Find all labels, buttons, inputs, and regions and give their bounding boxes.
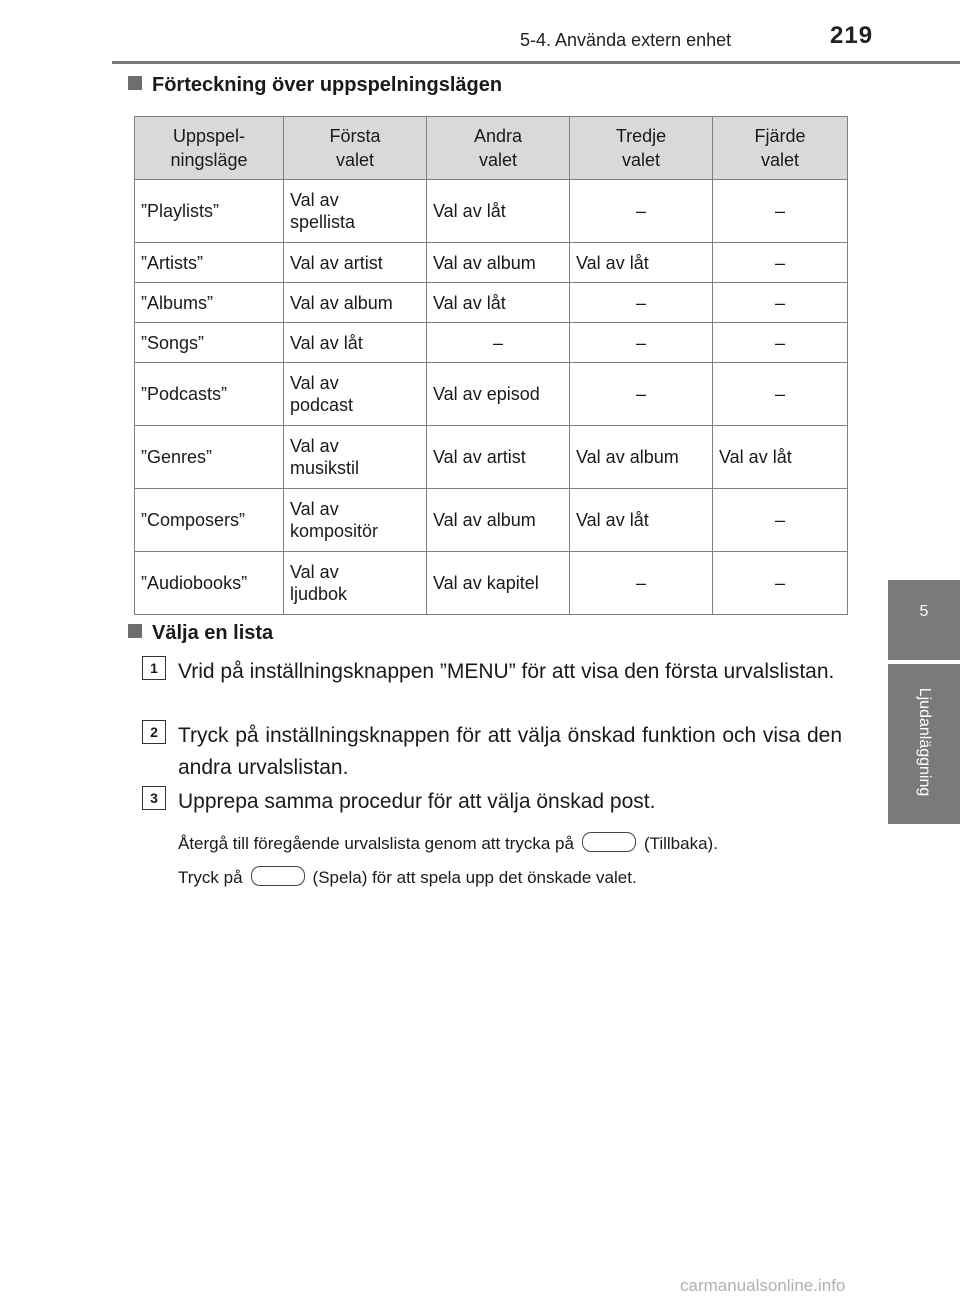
table-cell <box>284 243 427 283</box>
cell-line: ljudbok <box>290 584 348 604</box>
table-cell <box>135 180 284 243</box>
step-number: 3 <box>142 786 166 810</box>
table-cell <box>284 489 427 552</box>
header-line: ningsläge <box>170 150 248 170</box>
table-cell <box>135 552 284 615</box>
cell-line: ”Artists” <box>141 252 203 273</box>
table-cell <box>135 283 284 323</box>
header-line: Tredje <box>615 126 667 146</box>
chapter-tab <box>888 580 960 660</box>
cell-line: – <box>774 332 785 353</box>
header-line: Uppspel- <box>172 126 246 146</box>
cell-line: – <box>774 292 785 313</box>
header-line: valet <box>760 150 800 170</box>
step-number: 2 <box>142 720 166 744</box>
table-cell <box>135 489 284 552</box>
cell-line: Val av album <box>290 292 393 313</box>
table-row <box>135 489 848 552</box>
table-cell <box>284 283 427 323</box>
cell-line: Val av <box>290 499 339 519</box>
cell-line: Val av <box>290 373 339 393</box>
header-line: valet <box>335 150 375 170</box>
square-bullet-icon <box>128 624 142 638</box>
square-bullet-icon <box>128 76 142 90</box>
column-header <box>713 117 848 180</box>
watermark: carmanualsonline.info <box>680 1276 846 1295</box>
cell-line: – <box>774 252 785 273</box>
cell-line: – <box>492 332 503 353</box>
running-header: 5-4. Använda extern enhet <box>520 30 732 50</box>
step-text: Vrid på inställningsknappen ”MENU” för att visa den första urvalslistan. <box>178 660 835 683</box>
table-cell <box>284 323 427 363</box>
cell-line: Val av låt <box>290 332 363 353</box>
cell-line: Val av album <box>433 510 536 530</box>
table-cell <box>713 323 848 363</box>
table-section-title <box>128 74 502 97</box>
list-section-title <box>128 622 273 645</box>
table-cell <box>570 489 713 552</box>
step-2 <box>142 720 842 784</box>
cell-line: ”Audiobooks” <box>141 573 248 593</box>
table-cell <box>427 489 570 552</box>
cell-line: Val av artist <box>290 252 383 273</box>
cell-line: Val av <box>290 562 339 582</box>
cell-line: Val av låt <box>576 510 649 530</box>
cell-line: – <box>774 384 785 404</box>
table-cell <box>135 363 284 426</box>
cell-line: spellista <box>290 212 356 232</box>
table-cell <box>284 426 427 489</box>
table-cell <box>135 243 284 283</box>
header-line: Fjärde <box>754 126 806 146</box>
table-cell <box>713 552 848 615</box>
step-3 <box>142 786 842 818</box>
cell-line: ”Playlists” <box>141 201 220 221</box>
cell-line: – <box>635 573 646 593</box>
cell-line: – <box>635 292 646 313</box>
table-cell <box>570 283 713 323</box>
header-line: valet <box>478 150 518 170</box>
table-cell <box>713 363 848 426</box>
cell-line: – <box>774 201 785 221</box>
cell-line: Val av låt <box>433 201 506 221</box>
table-cell <box>713 180 848 243</box>
table-cell <box>427 363 570 426</box>
cell-line: Val av <box>290 436 339 456</box>
chapter-label: Ljudanläggning <box>916 687 933 797</box>
table-cell <box>284 180 427 243</box>
table-cell <box>713 489 848 552</box>
table-row <box>135 323 848 363</box>
cell-line: ”Composers” <box>141 510 246 530</box>
table-cell <box>713 426 848 489</box>
cell-line: musikstil <box>290 458 360 478</box>
header-line: Andra <box>473 126 523 146</box>
cell-line: – <box>635 384 646 404</box>
note-text: (Tillbaka). <box>643 834 718 853</box>
note-text: Återgå till föregående urvalslista genom att trycka på <box>178 834 574 853</box>
cell-line: Val av episod <box>433 384 540 404</box>
cell-line: kompositör <box>290 521 379 541</box>
table-cell <box>427 243 570 283</box>
header-line: Första <box>329 126 381 146</box>
cell-line: – <box>635 201 646 221</box>
table-row <box>135 363 848 426</box>
table-cell <box>570 243 713 283</box>
table-cell <box>713 283 848 323</box>
table-row <box>135 243 848 283</box>
note-text: (Spela) för att spela upp det önskade valet. <box>312 868 637 887</box>
table-cell <box>427 283 570 323</box>
column-header <box>284 117 427 180</box>
table-cell <box>284 552 427 615</box>
table-cell <box>570 180 713 243</box>
table-row <box>135 552 848 615</box>
column-header <box>570 117 713 180</box>
cell-line: podcast <box>290 395 354 415</box>
step-1 <box>142 656 842 688</box>
table-header-row <box>135 117 848 180</box>
cell-line: Val av <box>290 190 339 210</box>
play-button-icon <box>251 866 305 886</box>
note-play <box>178 866 637 888</box>
column-header <box>135 117 284 180</box>
table-cell <box>570 363 713 426</box>
cell-line: ”Genres” <box>141 447 213 467</box>
table-body <box>135 180 848 615</box>
page-number: 219 <box>830 22 874 49</box>
table-cell <box>570 323 713 363</box>
cell-line: Val av album <box>576 447 679 467</box>
step-text: Upprepa samma procedur för att välja önskad post. <box>178 790 656 813</box>
table-row <box>135 283 848 323</box>
table-cell <box>427 180 570 243</box>
table-cell <box>135 323 284 363</box>
table-row <box>135 426 848 489</box>
cell-line: ”Podcasts” <box>141 384 228 404</box>
table-cell <box>427 552 570 615</box>
cell-line: ”Songs” <box>141 332 205 353</box>
step-number: 1 <box>142 656 166 680</box>
cell-line: – <box>635 332 646 353</box>
table-cell <box>570 552 713 615</box>
table-cell <box>284 363 427 426</box>
cell-line: Val av låt <box>433 292 506 313</box>
header-rule <box>112 61 960 64</box>
note-back <box>178 832 718 854</box>
table-section-title-text: Förteckning över uppspelningslägen <box>152 74 503 96</box>
cell-line: ”Albums” <box>141 292 214 313</box>
chapter-number: 5 <box>919 603 929 620</box>
cell-line: Val av album <box>433 252 536 273</box>
step-text: Tryck på inställningsknappen för att välja önskad funktion och visa den andra urvalslistan. <box>178 724 842 779</box>
table-row <box>135 180 848 243</box>
playback-modes-table <box>134 116 848 615</box>
cell-line: Val av låt <box>719 447 792 467</box>
cell-line: – <box>774 573 785 593</box>
column-header <box>427 117 570 180</box>
list-section-title-text: Välja en lista <box>152 622 274 644</box>
table-cell <box>570 426 713 489</box>
cell-line: Val av låt <box>576 252 649 273</box>
note-text: Tryck på <box>178 868 243 887</box>
table-cell <box>135 426 284 489</box>
back-button-icon <box>582 832 636 852</box>
table-cell <box>713 243 848 283</box>
cell-line: – <box>774 510 785 530</box>
header-line: valet <box>621 150 661 170</box>
cell-line: Val av kapitel <box>433 573 539 593</box>
cell-line: Val av artist <box>433 447 526 467</box>
table-cell <box>427 323 570 363</box>
table-cell <box>427 426 570 489</box>
